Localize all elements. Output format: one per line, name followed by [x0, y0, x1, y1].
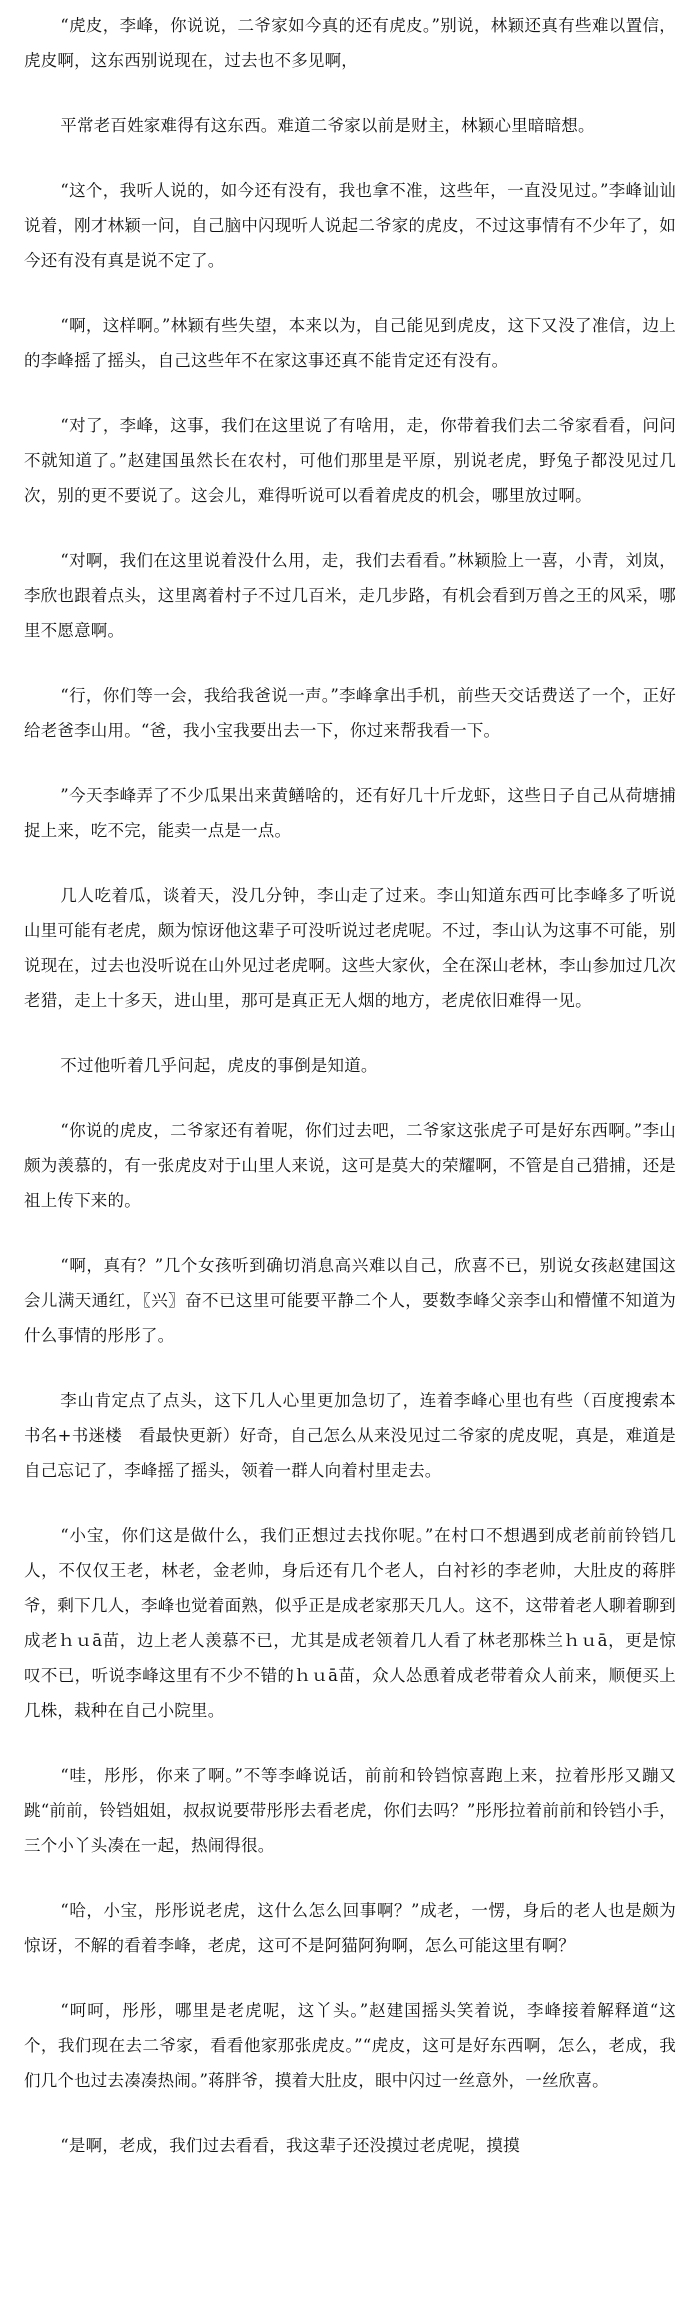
- paragraph: 几人吃着瓜，谈着天，没几分钟，李山走了过来。李山知道东西可比李峰多了听说山里可能有老虎，颇为惊讶他这辈子可没听说过老虎呢。不过，李山认为这事不可能，别说现在，过去也没听说在山外见过老虎啊。这些大家伙，全在深山老林，李山参加过几次老猎，走上十多天，进山里，那可是真正无人烟的地方，老虎依旧难得一见。: [24, 886, 676, 1010]
- paragraph: “哈，小宝，彤彤说老虎，这什么怎么回事啊？”成老，一愣，身后的老人也是颇为惊讶，不解的看着李峰，老虎，这可不是阿猫阿狗啊，怎么可能这里有啊？: [24, 1901, 676, 1955]
- paragraph: “啊，真有？”几个女孩听到确切消息高兴难以自己，欣喜不已，别说女孩赵建国这会儿满天通红，〖兴〗奋不已这里可能要平静二个人，要数李峰父亲李山和懵懂不知道为什么事情的彤彤了。: [24, 1256, 676, 1345]
- paragraph: 不过他听着几乎问起，虎皮的事倒是知道。: [60, 1056, 378, 1075]
- paragraph: “呵呵，彤彤，哪里是老虎呢，这丫头。”赵建国摇头笑着说，李峰接着解释道“这个，我们现在去二爷家，看看他家那张虎皮。”“虎皮，这可是好东西啊，怎么，老成，我们几个也过去凑凑热闹。”蒋胖爷，摸着大肚皮，眼中闪过一丝意外，一丝欣喜。: [24, 2001, 676, 2090]
- paragraph: “对了，李峰，这事，我们在这里说了有啥用，走，你带着我们去二爷家看看，问问不就知道了。”赵建国虽然长在农村，可他们那里是平原，别说老虎，野兔子都没见过几次，别的更不要说了。这会儿，难得听说可以看着虎皮的机会，哪里放过啊。: [24, 416, 676, 505]
- paragraph: “虎皮，李峰，你说说，二爷家如今真的还有虎皮。”别说，林颖还真有些难以置信，虎皮啊，这东西别说现在，过去也不多见啊，: [24, 16, 676, 70]
- paragraph: “是啊，老成，我们过去看看，我这辈子还没摸过老虎呢，摸摸: [60, 2136, 520, 2155]
- paragraph: “哇，彤彤，你来了啊。”不等李峰说话，前前和铃铛惊喜跑上来，拉着彤彤又蹦又跳“前前，铃铛姐姐，叔叔说要带彤彤去看老虎，你们去吗？”彤彤拉着前前和铃铛小手，三个小丫头凑在一起，热闹得很。: [24, 1766, 676, 1855]
- paragraph: “小宝，你们这是做什么，我们正想过去找你呢。”在村口不想遇到成老前前铃铛几人，不仅仅王老，林老，金老帅，身后还有几个老人，白衬衫的李老帅，大肚皮的蒋胖爷，剩下几人，李峰也觉着面熟，似乎正是成老家那天几人。这不，这带着老人聊着聊到成老ｈｕā苗，边上老人羡慕不已，尤其是成老领着几人看了林老那株兰ｈｕā，更是惊叹不已，听说李峰这里有不少不错的ｈｕā苗，众人怂恿着成老带着众人前来，顺便买上几株，栽种在自己小院里。: [24, 1526, 676, 1720]
- paragraph: “对啊，我们在这里说着没什么用，走，我们去看看。”林颖脸上一喜，小青，刘岚，李欣也跟着点头，这里离着村子不过几百米，走几步路，有机会看到万兽之王的风采，哪里不愿意啊。: [24, 551, 676, 640]
- paragraph: “啊，这样啊。”林颖有些失望，本来以为，自己能见到虎皮，这下又没了准信，边上的李峰摇了摇头，自己这些年不在家这事还真不能肯定还有没有。: [24, 316, 676, 370]
- paragraph: ”今天李峰弄了不少瓜果出来黄鳝啥的，还有好几十斤龙虾，这些日子自己从荷塘捕捉上来，吃不完，能卖一点是一点。: [24, 786, 676, 840]
- paragraph: “你说的虎皮，二爷家还有着呢，你们过去吧，二爷家这张虎子可是好东西啊。”李山颇为羡慕的，有一张虎皮对于山里人来说，这可是莫大的荣耀啊，不管是自己猎捕，还是祖上传下来的。: [24, 1121, 676, 1210]
- paragraph: “这个，我听人说的，如今还有没有，我也拿不准，这些年，一直没见过。”李峰讪讪说着，刚才林颖一问，自己脑中闪现听人说起二爷家的虎皮，不过这事情有不少年了，如今还有没有真是说不定了。: [24, 181, 676, 270]
- paragraph: 平常老百姓家难得有这东西。难道二爷家以前是财主，林颖心里暗暗想。: [60, 116, 595, 135]
- paragraph: “行，你们等一会，我给我爸说一声。”李峰拿出手机，前些天交话费送了一个，正好给老爸李山用。“爸，我小宝我要出去一下，你过来帮我看一下。: [24, 686, 676, 740]
- paragraph: 李山肯定点了点头，这下几人心里更加急切了，连着李峰心里也有些（百度搜索本书名+书迷楼 看最快更新）好奇，自己怎么从来没见过二爷家的虎皮呢，真是，难道是自己忘记了，李峰摇了摇头，领着一群人向着村里走去。: [24, 1391, 676, 1480]
